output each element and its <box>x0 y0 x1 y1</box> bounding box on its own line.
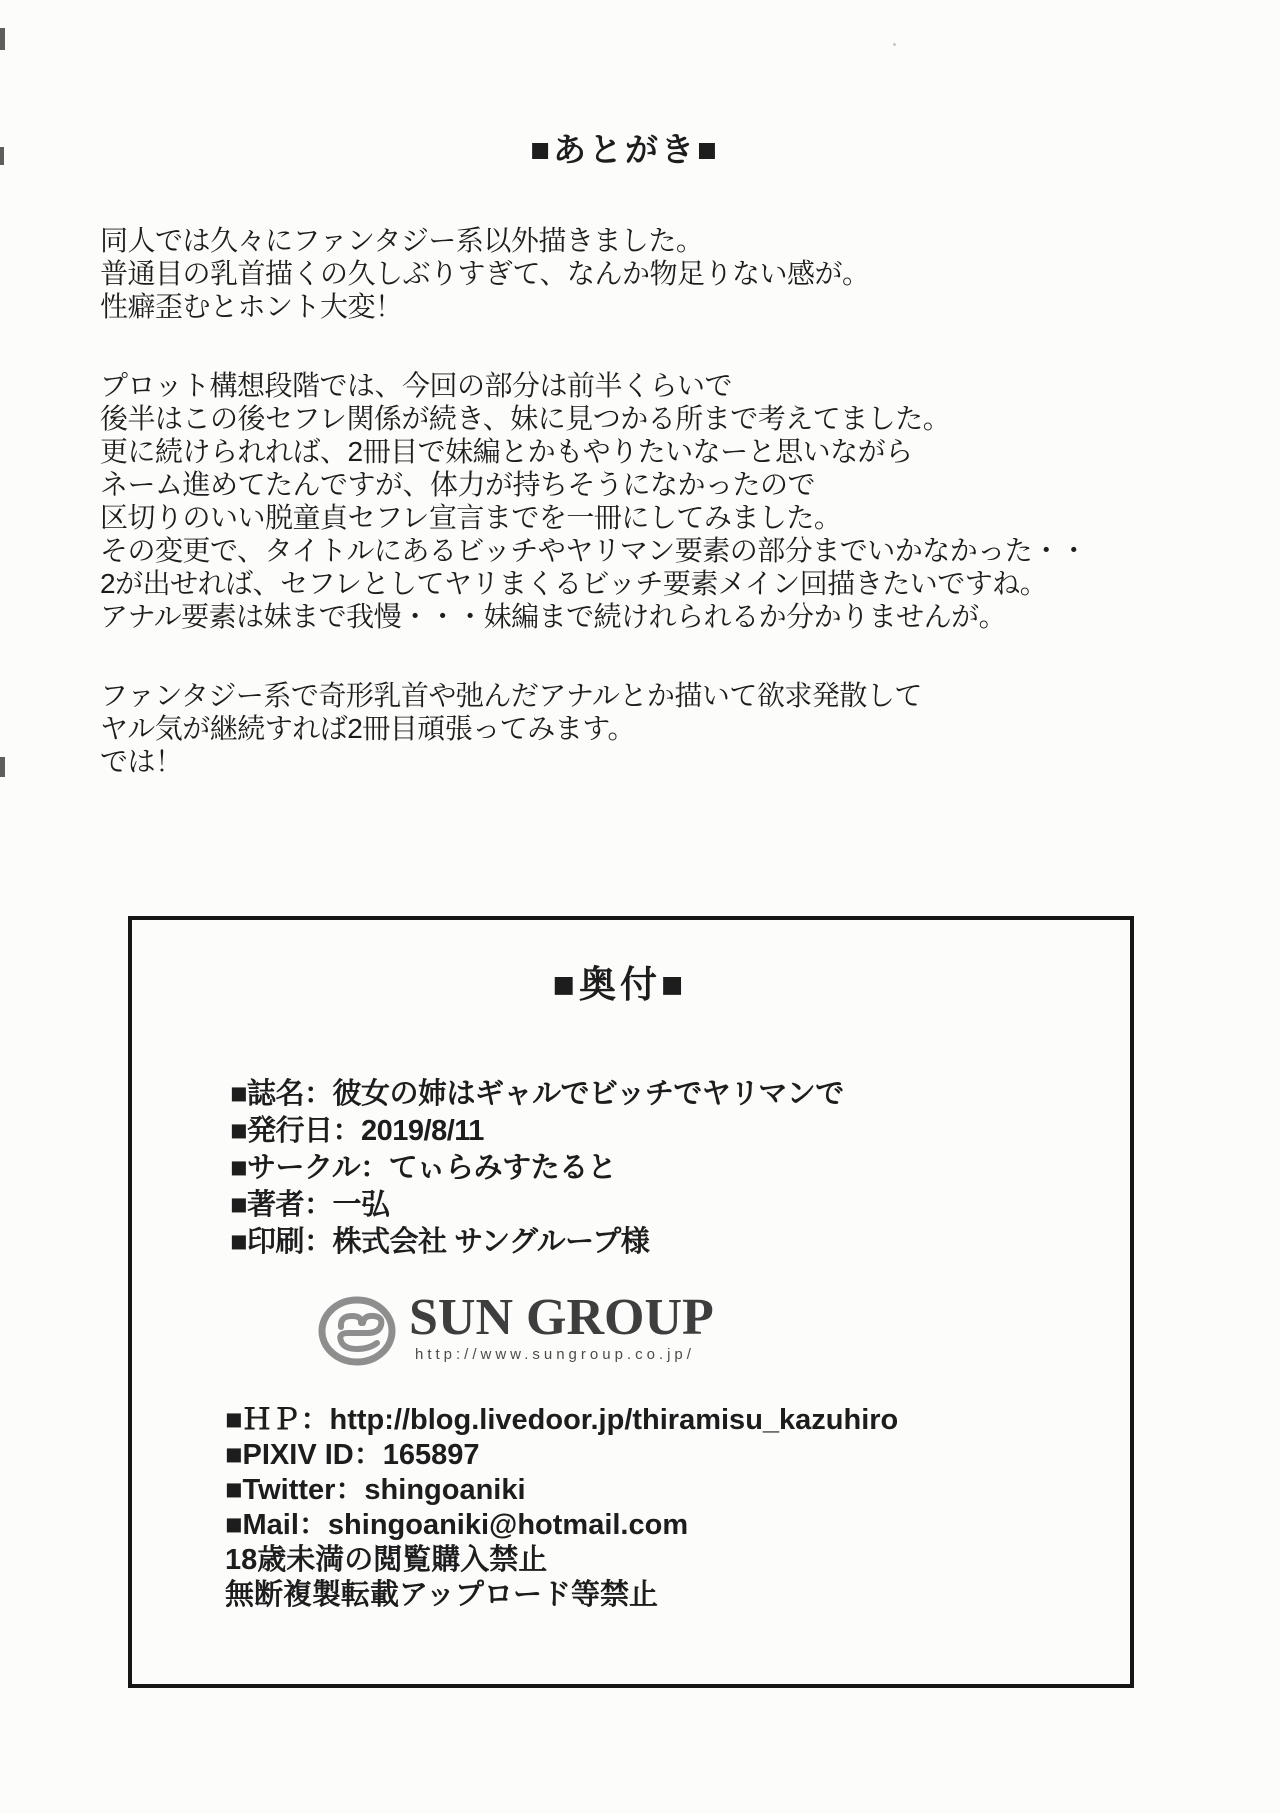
colophon-contact-twitter: ■Twitter：shingoaniki <box>225 1474 526 1506</box>
afterword-line: ネーム進めてたんですが、体力が持ちそうになかったので <box>100 469 816 500</box>
afterword-line: 2が出せれば、セフレとしてヤリまくるビッチ要素メイン回描きたいですね。 <box>100 568 1048 599</box>
colophon-box <box>128 916 1134 1688</box>
sun-group-logo-name: SUN GROUP <box>409 1289 714 1346</box>
colophon-entries <box>230 1076 844 1261</box>
sun-group-circle-icon <box>317 1296 397 1371</box>
afterword-line: 同人では久々にファンタジー系以外描きました。 <box>100 225 704 256</box>
colophon-entry-author: ■著者：一弘 <box>230 1189 390 1221</box>
afterword-paragraph-2 <box>100 369 1220 633</box>
colophon-notice-reproduction: 無断複製転載アップロード等禁止 <box>225 1579 658 1611</box>
colophon-entry-publish-date: ■発行日：2019/8/11 <box>230 1115 484 1147</box>
afterword-line: その変更で、タイトルにあるビッチやヤリマン要素の部分までいかなかった・・ <box>100 535 1088 566</box>
sun-group-logo <box>317 1289 714 1371</box>
colophon-contact-pixiv: ■PIXIV ID：165897 <box>225 1439 480 1471</box>
scan-artifact <box>0 28 5 50</box>
colophon-contact-hp: ■ＨＰ：http://blog.livedoor.jp/thiramisu_kazuhiro <box>225 1404 899 1436</box>
colophon-contact-mail: ■Mail：shingoaniki@hotmail.com <box>225 1509 689 1541</box>
scan-artifact <box>893 43 896 46</box>
colophon-notice-age: 18歳未満の閲覧購入禁止 <box>225 1544 548 1576</box>
afterword-line: 区切りのいい脱童貞セフレ宣言までを一冊にしてみました。 <box>100 502 842 533</box>
afterword-line: 更に続けられれば、2冊目で妹編とかもやりたいなーと思いながら <box>100 436 913 467</box>
afterword-line: プロット構想段階では、今回の部分は前半くらいで <box>100 370 732 401</box>
afterword-line: ファンタジー系で奇形乳首や弛んだアナルとか描いて欲求発散して <box>100 680 922 711</box>
colophon-entry-printer: ■印刷：株式会社 サングループ様 <box>230 1226 650 1258</box>
colophon-entry-circle: ■サークル：てぃらみすたると <box>230 1152 617 1184</box>
afterword-line: 普通目の乳首描くの久しぶりすぎて、なんか物足りない感が。 <box>100 258 870 289</box>
afterword-line: では！ <box>100 746 183 777</box>
scan-artifact <box>0 757 5 777</box>
sun-group-logo-text <box>409 1289 714 1363</box>
afterword-paragraph-1 <box>100 224 1220 323</box>
sun-group-logo-url: http://www.sungroup.co.jp/ <box>415 1346 695 1363</box>
afterword-title: ■あとがき■ <box>530 131 720 168</box>
afterword-line: アナル要素は妹まで我慢・・・妹編まで続けれられるか分かりませんが。 <box>100 601 1007 632</box>
afterword-line: 性癖歪むとホント大変！ <box>100 291 403 322</box>
afterword-body <box>100 224 1220 778</box>
afterword-line: ヤル気が継続すれば2冊目頑張ってみます。 <box>100 713 636 744</box>
colophon-contacts <box>225 1403 898 1613</box>
afterword-line: 後半はこの後セフレ関係が続き、妹に見つかる所まで考えてました。 <box>100 403 951 434</box>
colophon-title: ■奥付■ <box>552 964 688 1005</box>
colophon-entry-title: ■誌名：彼女の姉はギャルでビッチでヤリマンで <box>230 1078 844 1110</box>
afterword-paragraph-3 <box>100 679 1220 778</box>
